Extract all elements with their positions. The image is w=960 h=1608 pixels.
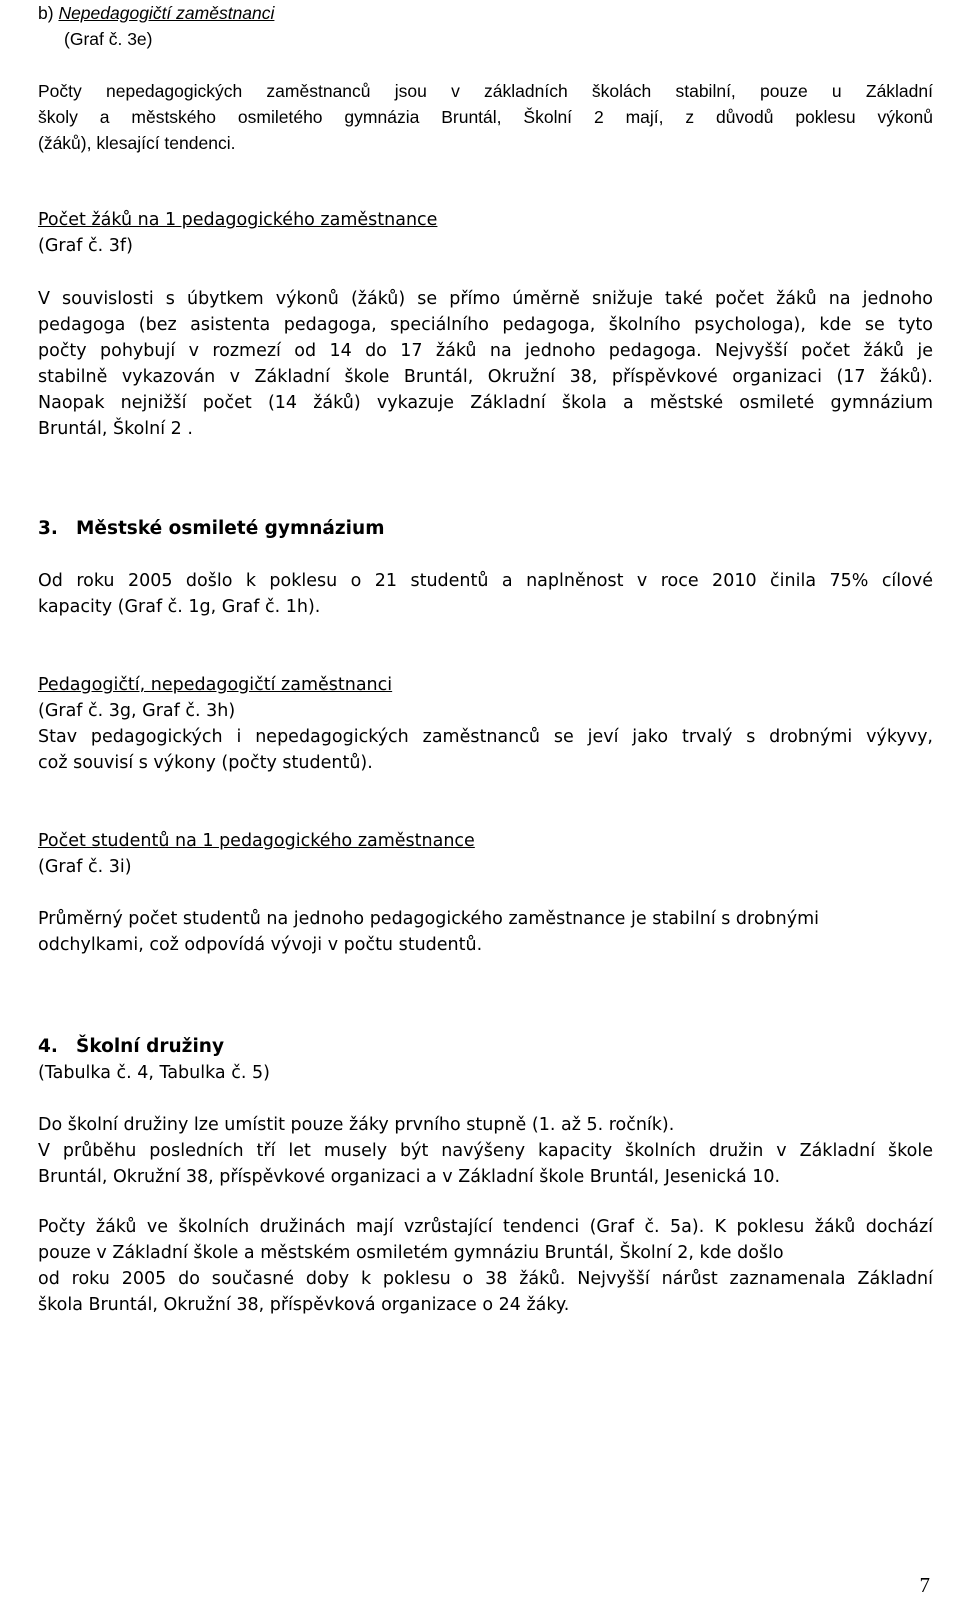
section-4-number: 4.	[38, 1036, 58, 1057]
section-4-paragraph-2	[38, 1214, 933, 1318]
paragraph-line: škola Bruntál, Okružní 38, příspěvková organizace o 24 žáky.	[38, 1295, 570, 1315]
pupils-per-teacher-graf-ref: (Graf č. 3f)	[38, 236, 133, 256]
paragraph-line: (žáků), klesající tendenci.	[38, 133, 236, 153]
paragraph-line: školy a městského osmiletého gymnázia Bruntál, Školní 2 mají, z důvodů poklesu výkonů	[38, 107, 933, 127]
paragraph-line: V průběhu posledních tří let musely být navýšeny kapacity školních družin v Základní škole	[38, 1141, 933, 1161]
paragraph-line: odchylkami, což odpovídá vývoji v počtu studentů.	[38, 935, 483, 955]
pupils-per-teacher-heading-block	[38, 207, 933, 259]
paragraph-line: Počty nepedagogických zaměstnanců jsou v základních školách stabilní, pouze u Základní	[38, 81, 933, 101]
students-per-teacher-graf-ref: (Graf č. 3i)	[38, 857, 132, 877]
staff-graf-ref: (Graf č. 3g, Graf č. 3h)	[38, 701, 236, 721]
section-3-title: Městské osmileté gymnázium	[76, 518, 385, 539]
section-b-heading: b) Nepedagogičtí zaměstnanci	[38, 3, 275, 23]
paragraph-line: Průměrný počet studentů na jednoho pedagogického zaměstnance je stabilní s drobnými	[38, 909, 820, 929]
page-number: 7	[919, 1573, 930, 1597]
pupils-per-teacher-paragraph	[38, 286, 933, 442]
section-4-title: Školní družiny	[76, 1036, 225, 1057]
section-b-heading-block	[38, 0, 933, 52]
paragraph-line: Počty žáků ve školních družinách mají vzrůstající tendenci (Graf č. 5a). K poklesu žáků dochází	[38, 1217, 933, 1237]
section-3-number: 3.	[38, 518, 58, 539]
section-b-paragraph	[38, 78, 933, 156]
paragraph-line: od roku 2005 do současné doby k poklesu o 38 žáků. Nejvyšší nárůst zaznamenala Základní	[38, 1269, 933, 1289]
paragraph-line: kapacity (Graf č. 1g, Graf č. 1h).	[38, 597, 321, 617]
section-4-table-ref: (Tabulka č. 4, Tabulka č. 5)	[38, 1063, 270, 1083]
paragraph-line: což souvisí s výkony (počty studentů).	[38, 753, 373, 773]
section-3-heading	[38, 516, 933, 542]
paragraph-line: pouze v Základní škole a městském osmiletém gymnáziu Bruntál, Školní 2, kde došlo	[38, 1243, 784, 1263]
section-4-paragraph-1	[38, 1112, 933, 1190]
paragraph-line: V souvislosti s úbytkem výkonů (žáků) se přímo úměrně snižuje také počet žáků na jednoho	[38, 289, 933, 309]
paragraph-line: Bruntál, Okružní 38, příspěvkové organizaci a v Základní škole Bruntál, Jesenická 10.	[38, 1167, 781, 1187]
section-3-paragraph	[38, 568, 933, 620]
students-per-teacher-block	[38, 828, 933, 880]
paragraph-line: Stav pedagogických i nepedagogických zaměstnanců se jeví jako trvalý s drobnými výkyvy,	[38, 727, 933, 747]
staff-block	[38, 672, 933, 776]
section-b-heading-link: Nepedagogičtí zaměstnanci	[58, 3, 275, 23]
students-per-teacher-paragraph	[38, 906, 933, 958]
paragraph-line: pedagoga (bez asistenta pedagoga, speciálního pedagoga, školního psychologa), kde se tyto	[38, 315, 933, 335]
pupils-per-teacher-heading: Počet žáků na 1 pedagogického zaměstnance	[38, 210, 438, 230]
section-b-graf-ref: (Graf č. 3e)	[64, 29, 153, 49]
staff-heading: Pedagogičtí, nepedagogičtí zaměstnanci	[38, 675, 393, 695]
section-4-heading	[38, 1034, 933, 1060]
paragraph-line: stabilně vykazován v Základní škole Bruntál, Okružní 38, příspěvkové organizaci (17 žáků).	[38, 367, 933, 387]
students-per-teacher-heading: Počet studentů na 1 pedagogického zaměstnance	[38, 831, 475, 851]
paragraph-line: počty pohybují v rozmezí od 14 do 17 žáků na jednoho pedagoga. Nejvyšší počet žáků je	[38, 341, 933, 361]
paragraph-line: Do školní družiny lze umístit pouze žáky prvního stupně (1. až 5. ročník).	[38, 1115, 675, 1135]
paragraph-line: Naopak nejnižší počet (14 žáků) vykazuje Základní škola a městské osmileté gymnázium	[38, 393, 933, 413]
paragraph-line: Bruntál, Školní 2 .	[38, 419, 193, 439]
paragraph-line: Od roku 2005 došlo k poklesu o 21 studentů a naplněnost v roce 2010 činila 75% cílové	[38, 571, 933, 591]
